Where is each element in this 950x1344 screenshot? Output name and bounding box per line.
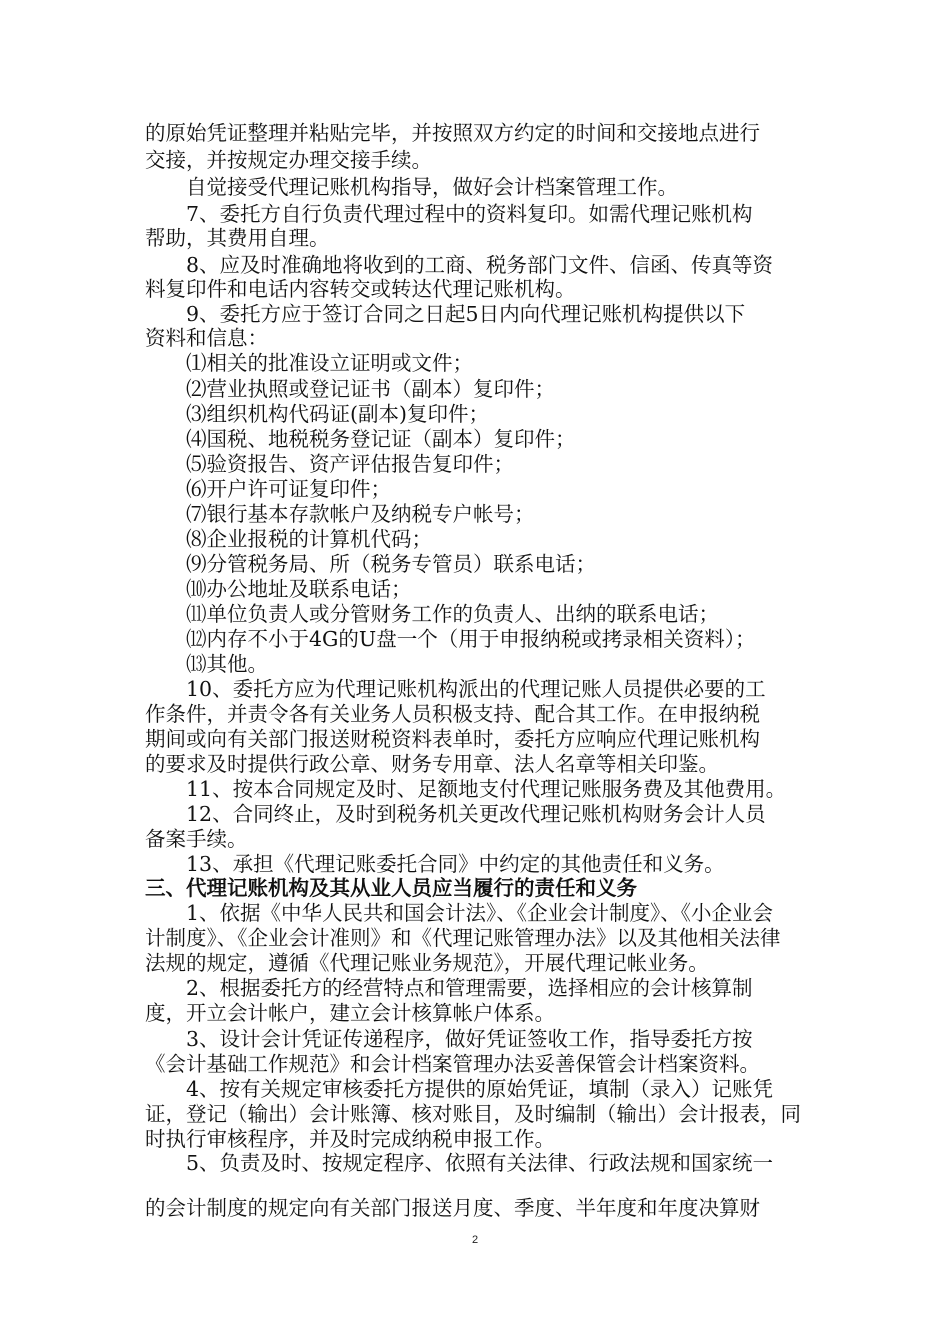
list-item: ⑼分管税务局、所（税务专管员）联系电话； [186, 552, 596, 576]
text-line: 7、委托方自行负责代理过程中的资料复印。如需代理记账机构 [186, 202, 753, 226]
text-line: 备案手续。 [145, 827, 248, 851]
text-line: 10、委托方应为代理记账机构派出的代理记账人员提供必要的工 [186, 677, 766, 701]
text-line: 作条件，并责令各有关业务人员积极支持、配合其工作。在申报纳税 [145, 702, 760, 726]
list-item: ⑹开户许可证复印件； [186, 477, 391, 501]
text-line: 交接，并按规定办理交接手续。 [145, 148, 432, 172]
list-item: ⑾单位负责人或分管财务工作的负责人、出纳的联系电话； [186, 602, 719, 626]
text-line: 证，登记（输出）会计账簿、核对账目，及时编制（输出）会计报表，同 [145, 1102, 801, 1126]
text-line: 计制度》、《企业会计准则》和《代理记账管理办法》以及其他相关法律 [145, 926, 781, 950]
list-item: ⑿内存不小于4G的U盘一个（用于申报纳税或拷录相关资料）； [186, 627, 756, 651]
list-item: ⑴相关的批准设立证明或文件； [186, 351, 473, 375]
list-item: ⑽办公地址及联系电话； [186, 577, 412, 601]
text-line: 度，开立会计帐户，建立会计核算帐户体系。 [145, 1001, 555, 1025]
list-item: ⒀其他。 [186, 652, 268, 676]
text-line: 5、负责及时、按规定程序、依照有关法律、行政法规和国家统一 [186, 1151, 774, 1175]
text-line: 自觉接受代理记账机构指导，做好会计档案管理工作。 [186, 175, 678, 199]
text-line: 4、按有关规定审核委托方提供的原始凭证，填制（录入）记账凭 [186, 1077, 774, 1101]
text-line: 的原始凭证整理并粘贴完毕，并按照双方约定的时间和交接地点进行 [145, 121, 760, 145]
text-line: 时执行审核程序，并及时完成纳税申报工作。 [145, 1127, 555, 1151]
page-number: 2 [471, 1234, 479, 1246]
text-line: 8、应及时准确地将收到的工商、税务部门文件、信函、传真等资 [186, 253, 774, 277]
text-line: 资料和信息： [145, 326, 268, 350]
text-line: 料复印件和电话内容转交或转达代理记账机构。 [145, 277, 576, 301]
list-item: ⑵营业执照或登记证书（副本）复印件； [186, 377, 555, 401]
text-line: 12、合同终止，及时到税务机关更改代理记账机构财务会计人员 [186, 802, 766, 826]
text-line: 9、委托方应于签订合同之日起5日内向代理记账机构提供以下 [186, 302, 746, 326]
text-line: 期间或向有关部门报送财税资料表单时，委托方应响应代理记账机构 [145, 727, 760, 751]
text-line: 2、根据委托方的经营特点和管理需要，选择相应的会计核算制 [186, 976, 753, 1000]
text-line: 的要求及时提供行政公章、财务专用章、法人名章等相关印鉴。 [145, 752, 719, 776]
text-line: 1、依据《中华人民共和国会计法》、《企业会计制度》、《小企业会 [186, 901, 774, 925]
list-item: ⑻企业报税的计算机代码； [186, 527, 432, 551]
text-line: 11、按本合同规定及时、足额地支付代理记账服务费及其他费用。 [186, 777, 787, 801]
text-line: 法规的规定，遵循《代理记账业务规范》，开展代理记帐业务。 [145, 951, 709, 975]
text-line: 《会计基础工作规范》和会计档案管理办法妥善保管会计档案资料。 [145, 1052, 760, 1076]
text-line: 13、承担《代理记账委托合同》中约定的其他责任和义务。 [186, 852, 725, 876]
list-item: ⑶组织机构代码证(副本)复印件； [186, 402, 489, 426]
text-line: 3、设计会计凭证传递程序，做好凭证签收工作，指导委托方按 [186, 1027, 753, 1051]
section-heading: 三、代理记账机构及其从业人员应当履行的责任和义务 [145, 876, 637, 900]
text-line: 的会计制度的规定向有关部门报送月度、季度、半年度和年度决算财 [145, 1196, 760, 1220]
list-item: ⑺银行基本存款帐户及纳税专户帐号； [186, 502, 535, 526]
list-item: ⑸验资报告、资产评估报告复印件； [186, 452, 514, 476]
text-line: 帮助，其费用自理。 [145, 226, 330, 250]
list-item: ⑷国税、地税税务登记证（副本）复印件； [186, 427, 576, 451]
